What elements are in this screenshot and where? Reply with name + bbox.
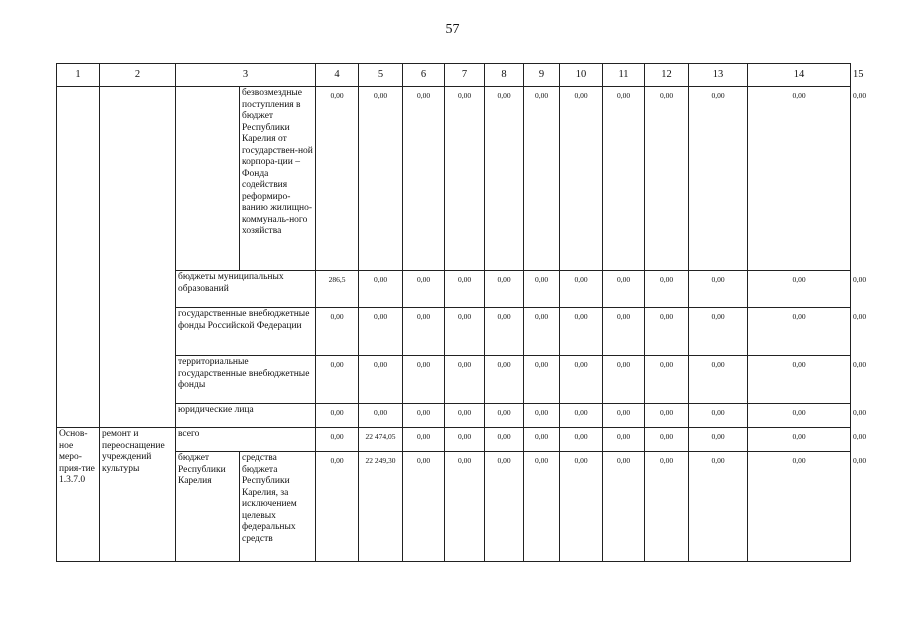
value-cell: 0,00 — [689, 452, 748, 562]
value-cell: 0,00 — [560, 271, 603, 308]
value-cell: 0,00 — [445, 452, 485, 562]
value-cell: 0,00 — [689, 308, 748, 356]
value-cell: 0,00 — [560, 308, 603, 356]
value-cell: 0,00 — [524, 87, 560, 271]
value-cell: 0,00 — [645, 428, 689, 452]
value-cell: 0,00 — [445, 308, 485, 356]
value-cell: 0,00 — [645, 87, 689, 271]
header-row: 1 2 3 4 5 6 7 8 9 10 11 12 13 14 15 — [57, 64, 851, 87]
value-cell: 0,00 — [645, 404, 689, 428]
value-cell: 0,00 — [316, 404, 359, 428]
header-cell: 8 — [485, 64, 524, 87]
value-cell: 0,00 — [560, 87, 603, 271]
value-cell: 0,00 — [403, 452, 445, 562]
value-cell: 0,00 — [560, 356, 603, 404]
value-cell: 0,00 — [689, 428, 748, 452]
value-cell: 0,00 — [316, 308, 359, 356]
table-row: Основ-ное меро-прия-тие 1.3.7.0 ремонт и переоснащение учреждений культуры всего 0,00 22 474,05 0,00 0,00 0,00 0,00 0,00 0,00 0,00 0,00 0,00 0,00 — [57, 428, 851, 452]
value-cell: 0,00 — [316, 452, 359, 562]
value-cell: 0,00 — [689, 271, 748, 308]
value-cell: 0,00 — [316, 428, 359, 452]
header-cell: 6 — [403, 64, 445, 87]
page-number: 57 — [445, 22, 460, 37]
value-cell: 0,00 — [748, 452, 851, 562]
header-cell: 5 — [359, 64, 403, 87]
value-cell: 0,00 — [603, 428, 645, 452]
row-label: всего — [176, 428, 316, 452]
activity-code: Основ-ное меро-прия-тие 1.3.7.0 — [57, 428, 100, 562]
value-cell: 0,00 — [359, 356, 403, 404]
value-cell: 0,00 — [485, 452, 524, 562]
value-cell: 0,00 — [359, 308, 403, 356]
value-cell: 0,00 — [445, 404, 485, 428]
header-cell: 7 — [445, 64, 485, 87]
value-cell: 0,00 — [403, 428, 445, 452]
value-cell: 0,00 — [485, 404, 524, 428]
empty-cell — [57, 87, 100, 428]
header-cell: 3 — [176, 64, 316, 87]
value-cell: 0,00 — [524, 404, 560, 428]
value-cell: 0,00 — [445, 428, 485, 452]
value-cell: 0,00 — [645, 308, 689, 356]
table-row: бюджет Республики Карелия средства бюджета Республики Карелия, за исключением целевых федеральных средств 0,00 22 249,30 0,00 0,00 0,00 0,00 0,00 0,00 0,00 0,00 0,00 0,00 — [57, 452, 851, 562]
header-cell: 1 — [57, 64, 100, 87]
table-row: территориальные государственные внебюджетные фонды 0,00 0,00 0,00 0,00 0,00 0,00 0,00 0,00 0,00 0,00 0,00 0,00 — [57, 356, 851, 404]
value-cell: 0,00 — [403, 87, 445, 271]
value-cell: 0,00 — [748, 404, 851, 428]
budget-table — [56, 63, 867, 562]
value-cell: 0,00 — [748, 271, 851, 308]
value-cell: 22 249,30 — [359, 452, 403, 562]
value-cell: 0,00 — [403, 356, 445, 404]
value-cell: 0,00 — [485, 271, 524, 308]
value-cell: 0,00 — [524, 308, 560, 356]
table-row: безвозмездные поступления в бюджет Республики Карелия от государствен-ной корпора-ции – Фонда содействия реформиро-ванию жилищно-коммуналь-ного хозяйства 0,00 0,00 0,00 0,00 0,00 0,00 0,00 0,00 0,00 0,00 0,00 0,00 — [57, 87, 851, 271]
row-label: бюджет Республики Карелия — [176, 452, 240, 562]
value-cell: 0,00 — [524, 452, 560, 562]
value-cell: 0,00 — [316, 87, 359, 271]
value-cell: 0,00 — [485, 87, 524, 271]
value-cell: 0,00 — [445, 271, 485, 308]
activity-name: ремонт и переоснащение учреждений культуры — [100, 428, 176, 562]
table-row: юридические лица 0,00 0,00 0,00 0,00 0,00 0,00 0,00 0,00 0,00 0,00 0,00 0,00 — [57, 404, 851, 428]
table-row: бюджеты муниципальных образований 286,5 0,00 0,00 0,00 0,00 0,00 0,00 0,00 0,00 0,00 0,00 0,00 — [57, 271, 851, 308]
value-cell: 0,00 — [485, 356, 524, 404]
value-cell: 0,00 — [748, 356, 851, 404]
table-row: государственные внебюджетные фонды Российской Федерации 0,00 0,00 0,00 0,00 0,00 0,00 0,00 0,00 0,00 0,00 0,00 0,00 — [57, 308, 851, 356]
value-cell: 0,00 — [560, 428, 603, 452]
value-cell: 0,00 — [359, 271, 403, 308]
value-cell: 0,00 — [445, 87, 485, 271]
value-cell: 0,00 — [645, 452, 689, 562]
value-cell: 0,00 — [403, 404, 445, 428]
value-cell: 0,00 — [445, 356, 485, 404]
header-cell: 12 — [645, 64, 689, 87]
value-cell: 0,00 — [748, 87, 851, 271]
value-cell: 0,00 — [485, 428, 524, 452]
header-cell: 13 — [689, 64, 748, 87]
value-cell: 0,00 — [485, 308, 524, 356]
value-cell: 286,5 — [316, 271, 359, 308]
row-label: юридические лица — [176, 404, 316, 428]
header-cell: 2 — [100, 64, 176, 87]
header-cell: 11 — [603, 64, 645, 87]
value-cell: 0,00 — [603, 452, 645, 562]
value-cell: 0,00 — [403, 271, 445, 308]
header-cell: 10 — [560, 64, 603, 87]
value-cell: 0,00 — [645, 271, 689, 308]
row-label: безвозмездные поступления в бюджет Республики Карелия от государствен-ной корпора-ции – Фонда содействия реформиро-ванию жилищно-коммуналь-ного хозяйства — [240, 87, 316, 271]
value-cell: 0,00 — [689, 404, 748, 428]
empty-cell — [100, 87, 176, 428]
header-cell: 9 — [524, 64, 560, 87]
value-cell: 0,00 — [524, 428, 560, 452]
value-cell: 22 474,05 — [359, 428, 403, 452]
value-cell: 0,00 — [603, 87, 645, 271]
row-label: территориальные государственные внебюджетные фонды — [176, 356, 316, 404]
value-cell: 0,00 — [603, 356, 645, 404]
value-cell: 0,00 — [603, 404, 645, 428]
row-label: государственные внебюджетные фонды Российской Федерации — [176, 308, 316, 356]
empty-cell — [176, 87, 240, 271]
value-cell: 0,00 — [603, 308, 645, 356]
value-cell: 0,00 — [560, 452, 603, 562]
value-cell: 0,00 — [359, 87, 403, 271]
header-cell: 4 — [316, 64, 359, 87]
value-cell: 0,00 — [689, 356, 748, 404]
value-cell: 0,00 — [524, 271, 560, 308]
value-cell: 0,00 — [560, 404, 603, 428]
value-cell: 0,00 — [524, 356, 560, 404]
value-cell: 0,00 — [316, 356, 359, 404]
row-sublabel: средства бюджета Республики Карелия, за исключением целевых федеральных средств — [240, 452, 316, 562]
value-cell: 0,00 — [748, 428, 851, 452]
value-cell: 0,00 — [403, 308, 445, 356]
row-label: бюджеты муниципальных образований — [176, 271, 316, 308]
value-cell: 0,00 — [359, 404, 403, 428]
value-cell: 0,00 — [645, 356, 689, 404]
value-cell: 0,00 — [603, 271, 645, 308]
header-cell: 14 — [748, 64, 851, 87]
value-cell: 0,00 — [689, 87, 748, 271]
value-cell: 0,00 — [748, 308, 851, 356]
